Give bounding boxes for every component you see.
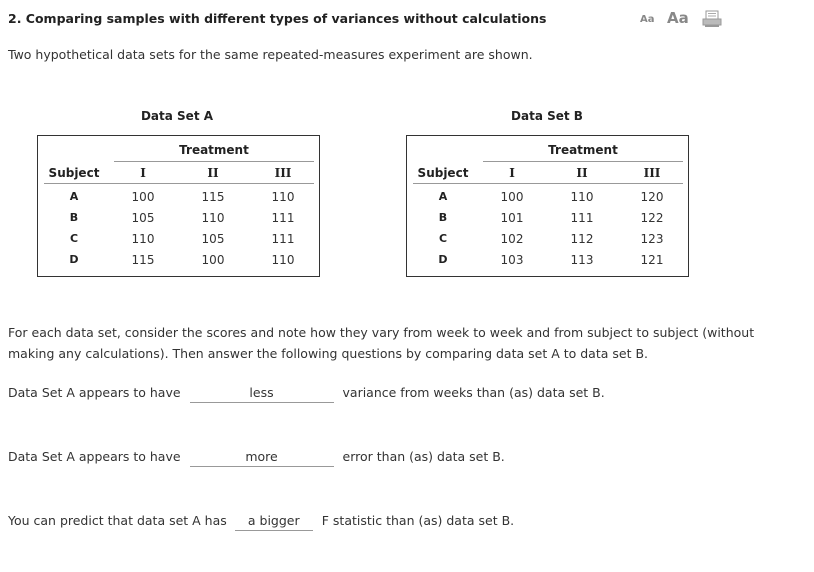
treatment-header: Treatment [179, 143, 249, 157]
subject-header: Subject [48, 166, 100, 180]
value-cell: 111 [271, 232, 295, 246]
question-suffix: error than (as) data set B. [342, 449, 505, 464]
value-cell: 105 [131, 211, 155, 225]
value-cell: 100 [500, 190, 524, 204]
question-suffix: F statistic than (as) data set B. [321, 513, 515, 528]
question-suffix: variance from weeks than (as) data set B. [342, 385, 605, 400]
data-set-b-table [406, 135, 689, 277]
header-rule [413, 183, 683, 184]
question-prefix: Data Set A appears to have [8, 385, 181, 400]
value-cell: 103 [500, 253, 524, 267]
font-size-small-button[interactable]: Aa [640, 14, 655, 25]
header-rule [44, 183, 314, 184]
question-1 [8, 385, 605, 403]
subject-cell: C [438, 232, 448, 245]
question-prefix: Data Set A appears to have [8, 449, 181, 464]
value-cell: 113 [570, 253, 594, 267]
value-cell: 110 [201, 211, 225, 225]
value-cell: 121 [640, 253, 664, 267]
subject-cell: B [69, 211, 79, 224]
subject-cell: A [69, 190, 79, 203]
instructions-text: For each data set, consider the scores and note how they vary from week to week and from subject to subject (without making any calculations). Then answer the following questions by comparing data set A to data set B. [8, 325, 755, 361]
question-title: 2. Comparing samples with different types of variances without calculations [8, 11, 547, 26]
treatment-rule [114, 161, 314, 162]
answer-dropdown-1[interactable]: less [190, 385, 334, 403]
column-header: III [643, 166, 661, 180]
treatment-header: Treatment [548, 143, 618, 157]
subject-cell: A [438, 190, 448, 203]
print-icon[interactable] [702, 10, 722, 28]
value-cell: 100 [131, 190, 155, 204]
value-cell: 115 [201, 190, 225, 204]
column-header: I [140, 166, 146, 180]
question-2 [8, 449, 505, 467]
value-cell: 123 [640, 232, 664, 246]
answer-dropdown-3[interactable]: a bigger [235, 513, 313, 531]
value-cell: 122 [640, 211, 664, 225]
answer-dropdown-2[interactable]: more [190, 449, 334, 467]
value-cell: 112 [570, 232, 594, 246]
value-cell: 111 [271, 211, 295, 225]
subject-cell: D [438, 253, 448, 266]
column-header: I [509, 166, 515, 180]
subject-header: Subject [417, 166, 469, 180]
data-set-a-label: Data Set A [140, 109, 214, 123]
data-set-b-label: Data Set B [511, 109, 583, 123]
value-cell: 101 [500, 211, 524, 225]
value-cell: 110 [271, 190, 295, 204]
font-size-large-button[interactable]: Aa [667, 9, 689, 27]
intro-text: Two hypothetical data sets for the same repeated-measures experiment are shown. [8, 47, 533, 62]
question-prefix: You can predict that data set A has [8, 513, 227, 528]
column-header: II [207, 166, 219, 180]
value-cell: 111 [570, 211, 594, 225]
treatment-rule [483, 161, 683, 162]
column-header: III [274, 166, 292, 180]
value-cell: 100 [201, 253, 225, 267]
subject-cell: C [69, 232, 79, 245]
value-cell: 110 [570, 190, 594, 204]
column-header: II [576, 166, 588, 180]
question-3 [8, 513, 514, 531]
value-cell: 102 [500, 232, 524, 246]
data-set-a-table [37, 135, 320, 277]
subject-cell: D [69, 253, 79, 266]
value-cell: 105 [201, 232, 225, 246]
value-cell: 110 [131, 232, 155, 246]
value-cell: 120 [640, 190, 664, 204]
subject-cell: B [438, 211, 448, 224]
value-cell: 110 [271, 253, 295, 267]
value-cell: 115 [131, 253, 155, 267]
